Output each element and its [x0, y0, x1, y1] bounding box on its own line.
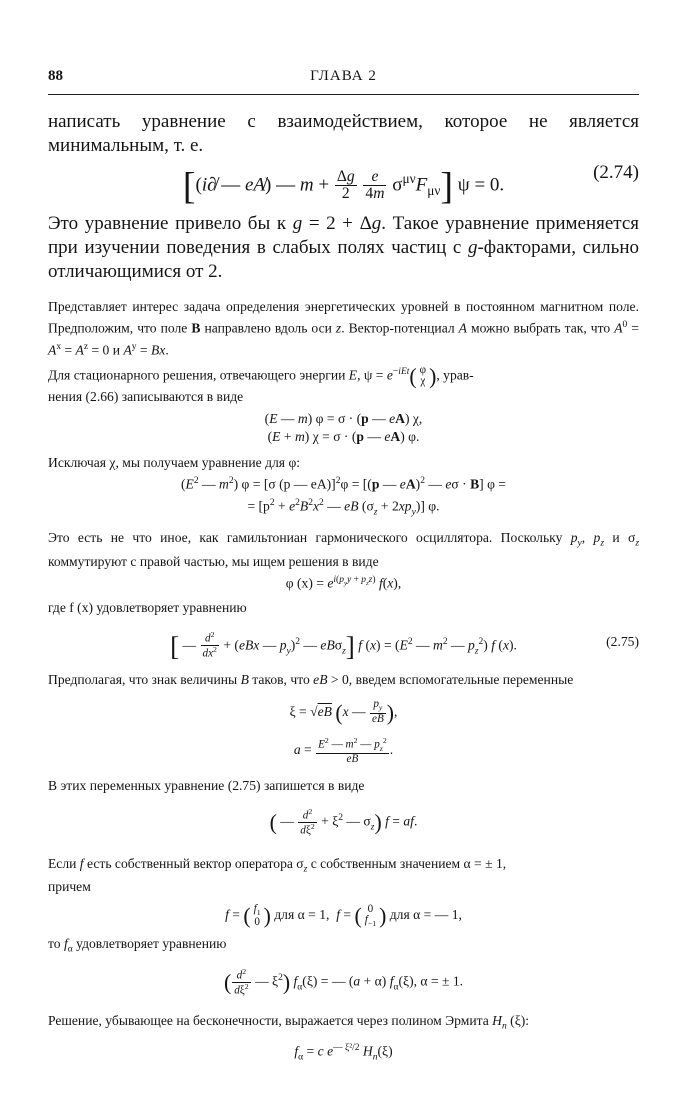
equation-number: (2.74) — [593, 162, 639, 183]
running-head — [48, 68, 639, 90]
paragraph-eigenvector: Если f есть собственный вектор оператора $\sigma_z$ с собственным значением α = ± 1, причем — [48, 855, 507, 895]
paragraph-in-variables: В этих переменных уравнение (2.75) запишется в виде — [48, 778, 365, 794]
equation-number: (2.75) — [606, 633, 639, 649]
equation-hermite: $f_\alpha = c$ $e^{— \xi^2/2}$ $H_n(\xi)$ — [294, 1043, 393, 1063]
paragraph-eliminating-chi: Исключая χ, мы получаем уравнение для φ: — [48, 455, 301, 471]
header-rule — [48, 94, 639, 95]
page-number: 88 — [48, 68, 63, 84]
paragraph-magnetic-field: Представляет интерес задача определения энергетических уровней в постоянном магнитном поле. Предположим, что поле B направлено вдоль оси z. Вектор-потенциал A можно выбрать так, что $A^0 = A^x = A^z = 0$ и $A^y = Bx$. — [48, 299, 639, 358]
paragraph-then: то $f_\alpha$ удовлетворяет уравнению — [48, 936, 227, 956]
equation-ansatz: φ $(x) = e^{i(p_yy + p_zz)}$ f(x), — [285, 574, 402, 591]
page-body — [48, 110, 639, 1069]
paragraph-g-factor: Это уравнение привело бы к g = 2 + Δg. Такое уравнение применяется при изучении поведения в слабых полях частиц с g-факторами, сильно отличающимися от 2. — [48, 213, 639, 282]
paragraph-hermite: Решение, убывающее на бесконечности, выражается через полином Эрмита $H_n$ (ξ): — [48, 1013, 530, 1033]
equation-phi: ($E^2$ — $m^2$) φ = [σ (p — eA)]$^2$φ = [(p — eA)$^2$ — eσ · B] φ = = [$p^2 + e^2B^2x^2$ — eB $(\sigma_z + 2xp_y)$] φ. — [181, 476, 506, 517]
paragraph-stationary-cont: нения (2.66) записываются в виде — [48, 389, 244, 405]
chapter-title: ГЛАВА 2 — [310, 68, 377, 84]
paragraph-oscillator: Это есть не что иное, как гамильтониан гармонического осциллятора. Поскольку $p_y$, $p_z$ и $\sigma_z$ коммутируют с правой частью, мы ищем решения в виде — [48, 529, 640, 569]
equation-xi: ( — $\frac{d^2}{d\xi^2}$ + $\xi^2$ — $\sigma_z$) f = af. — [269, 806, 418, 838]
equation-2-75: [ — $\frac{d^2}{dx^2}$ + (eBx — $p_y)^2$ — eBσ$_z$] f $(x) = (E^2$ — $m^2$ — $p_z^2$) f (x). (2.75) — [48, 623, 639, 663]
paragraph-intro: написать уравнение с взаимодействием, которое не является минимальным, т. е. — [48, 111, 639, 156]
equation-system: (E — m) φ = σ · (p — eA) χ, (E + m) χ = σ · (p — eA) φ. — [264, 411, 423, 445]
paragraph-where-f: где f (x) удовлетворяет уравнению — [48, 599, 247, 615]
equation-2-74: [(i∂̸ — eA̸) — m + $\frac{\Delta g}{2}$ $\frac{e}{4m}$ $\sigma^{\mu\nu}F_{\mu\nu}$] ψ = 0. (2.74) — [48, 158, 639, 212]
paragraph-stationary: Для стационарного решения, отвечающего энергии E, $\psi = e^{-iEt}$( φ χ ), урав- — [48, 363, 474, 389]
equation-variables: ξ = √eB (x — $\frac{p_y}{eB}$ ), a = $\frac{E^2 — m^2 — p_z^2}{eB}$ . — [289, 698, 398, 766]
paragraph-assuming: Предполагая, что знак величины B таков, что eB > 0, введем вспомогательные переменные — [48, 671, 574, 687]
equation-f-alpha: ( $\frac{d^2}{d\xi^2}$ — $\xi^2$) $f_\alpha(\xi)$ = — (a + α) $f_\alpha(\xi)$, α = ± 1. — [223, 966, 464, 997]
equation-spinors: f = ( $f_1$ 0 ) для α = 1, f = ( 0 $f_{-1}$ ) для α = — 1, — [225, 902, 462, 929]
